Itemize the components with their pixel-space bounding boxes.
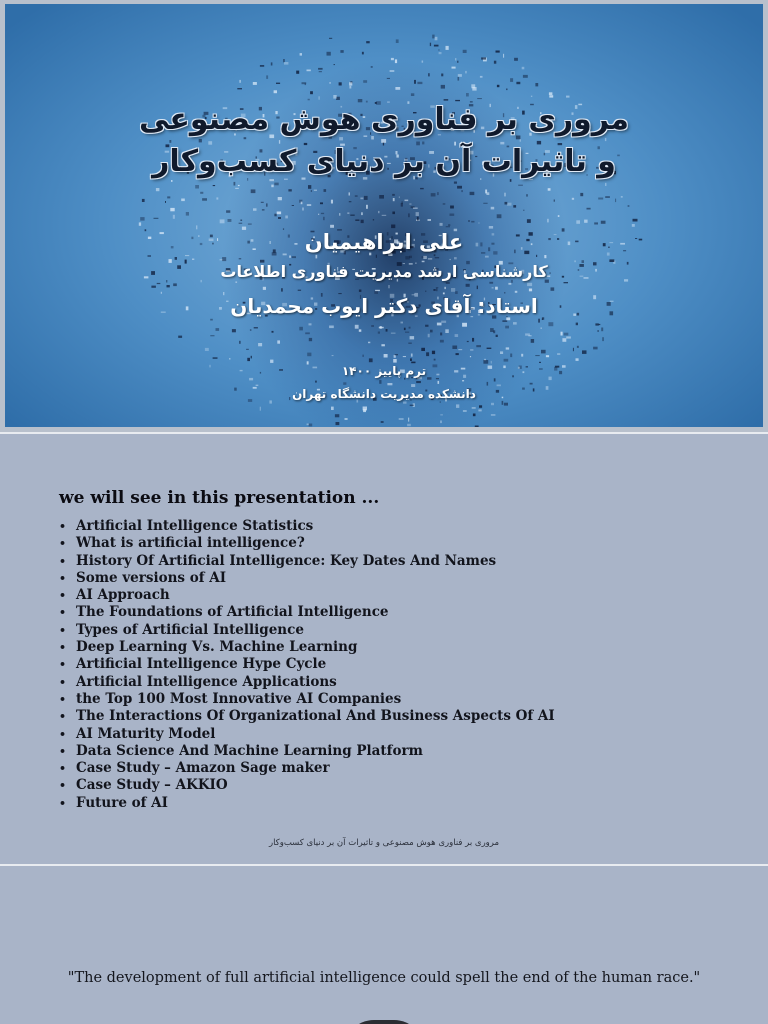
- agenda-item-label: Artificial Intelligence Applications: [76, 673, 337, 690]
- bullet-icon: •: [59, 710, 67, 724]
- bullet-icon: •: [59, 554, 67, 568]
- bullet-icon: •: [59, 520, 67, 533]
- bullet-icon: •: [59, 727, 67, 741]
- agenda-item-label: Types of Artificial Intelligence: [76, 621, 304, 638]
- cover-author: علی ابراهیمیان: [304, 230, 464, 254]
- agenda-item: [59, 622, 555, 639]
- cover-degree: کارشناسی ارشد مدیریت فناوری اطلاعات: [220, 262, 548, 281]
- agenda-item: [59, 674, 555, 691]
- partial-image: [344, 1020, 424, 1024]
- slide-2-agenda: [0, 434, 768, 864]
- agenda-item: [59, 743, 555, 760]
- bullet-icon: •: [59, 658, 67, 672]
- agenda-item: [59, 587, 555, 604]
- agenda-item: [59, 708, 555, 725]
- cover-term: ترم پاییز ۱۴۰۰: [341, 364, 427, 378]
- bullet-icon: •: [59, 623, 67, 637]
- bullet-icon: •: [59, 744, 67, 758]
- quote-text: "The development of full artificial intelligence could spell the end of the human race.": [67, 970, 701, 986]
- agenda-item: [59, 726, 555, 743]
- agenda-list: [59, 518, 555, 812]
- agenda-item-label: Data Science And Machine Learning Platform: [76, 742, 423, 759]
- agenda-item-label: Some versions of AI: [76, 569, 227, 586]
- agenda-item-label: Deep Learning Vs. Machine Learning: [76, 639, 358, 656]
- bullet-icon: •: [59, 537, 67, 551]
- agenda-item: [59, 760, 555, 777]
- agenda-item-label: AI Approach: [76, 587, 170, 604]
- bullet-icon: •: [59, 796, 67, 810]
- agenda-item: [59, 691, 555, 708]
- agenda-item: [59, 518, 555, 535]
- bullet-icon: •: [59, 675, 67, 689]
- bullet-icon: •: [59, 571, 67, 585]
- agenda-heading: we will see in this presentation ...: [59, 488, 380, 508]
- agenda-item-label: What is artificial intelligence?: [76, 535, 305, 552]
- agenda-item-label: Artificial Intelligence Hype Cycle: [76, 656, 327, 673]
- agenda-item: [59, 535, 555, 552]
- bullet-icon: •: [59, 692, 67, 706]
- cover-title-line-2: و تاثیرات آن بر دنیای کسب‌وکار: [152, 144, 616, 179]
- agenda-item-label: Artificial Intelligence Statistics: [76, 518, 314, 534]
- slide-3-quote: [0, 866, 768, 1024]
- cover-background: [5, 4, 763, 427]
- agenda-item: [59, 777, 555, 794]
- agenda-item-label: History Of Artificial Intelligence: Key Dates And Names: [76, 552, 497, 569]
- agenda-item: [59, 553, 555, 570]
- slide-1-cover: [0, 0, 768, 432]
- agenda-item-label: The Interactions Of Organizational And Business Aspects Of AI: [76, 708, 555, 725]
- cover-professor: استاد: آقای دکتر ایوب محمدیان: [230, 294, 538, 318]
- agenda-item: [59, 795, 555, 812]
- bullet-icon: •: [59, 762, 67, 776]
- agenda-item-label: AI Maturity Model: [76, 725, 216, 742]
- cover-faculty: دانشکده مدیریت دانشگاه تهران: [292, 387, 476, 401]
- cover-title-line-1: مروری بر فناوری هوش مصنوعی: [139, 102, 629, 137]
- agenda-item: [59, 656, 555, 673]
- agenda-item-label: Case Study – AKKIO: [76, 777, 228, 794]
- agenda-item: [59, 570, 555, 587]
- agenda-item: [59, 639, 555, 656]
- agenda-item-label: Future of AI: [76, 794, 168, 811]
- bullet-icon: •: [59, 641, 67, 655]
- slide-footer: مروری بر فناوری هوش مصنوعی و تاثیرات آن بر دنیای کسب‌وکار: [268, 838, 500, 848]
- agenda-item-label: Case Study – Amazon Sage maker: [76, 760, 330, 777]
- bullet-icon: •: [59, 606, 67, 620]
- agenda-item-label: The Foundations of Artificial Intelligence: [76, 604, 389, 621]
- bullet-icon: •: [59, 589, 67, 603]
- agenda-item: [59, 604, 555, 621]
- bullet-icon: •: [59, 779, 67, 793]
- agenda-item-label: the Top 100 Most Innovative AI Companies: [76, 690, 402, 707]
